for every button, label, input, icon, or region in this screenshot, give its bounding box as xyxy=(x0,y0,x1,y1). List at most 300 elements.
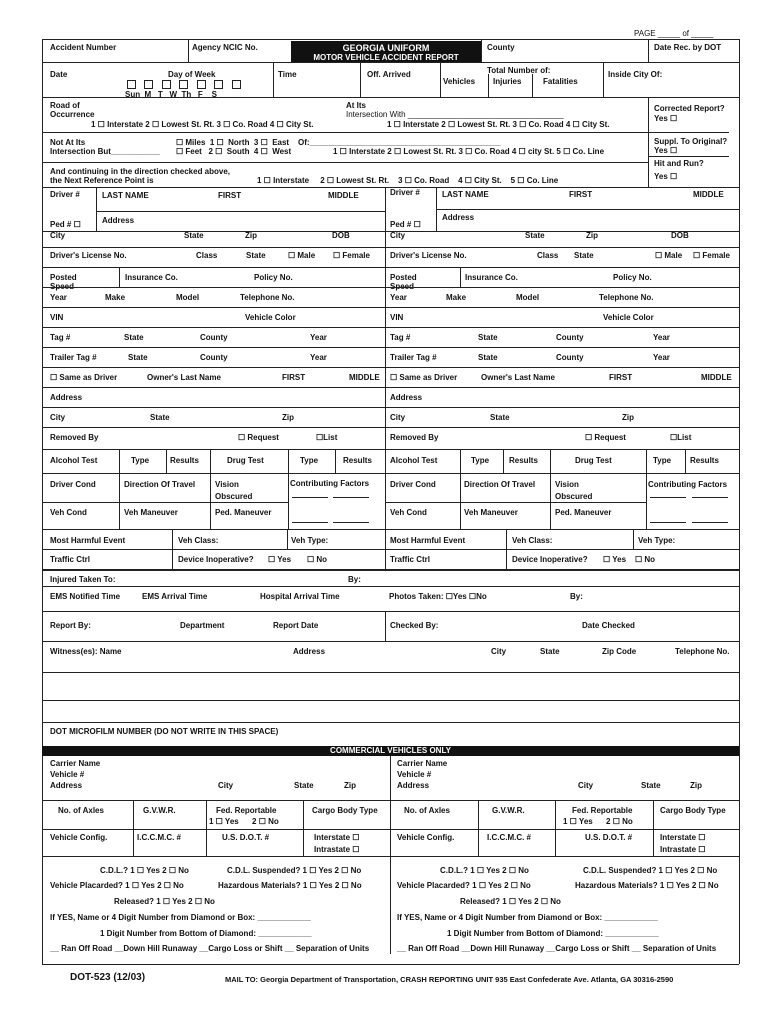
driver1-middle-label: MIDDLE xyxy=(328,191,359,200)
divider xyxy=(119,267,120,287)
vehicles-label: Vehicles xyxy=(443,77,476,86)
date-label: Date xyxy=(50,70,68,79)
driver2-make-label: Make xyxy=(446,293,467,302)
off-arrived-label: Off. Arrived xyxy=(367,70,411,79)
date-rec-label: Date Rec. by DOT xyxy=(654,43,722,52)
driver2-alcohol-test-label: Alcohol Test xyxy=(390,456,438,465)
driver2-driver-cond-label: Driver Cond xyxy=(390,480,436,489)
cv1-fed-reportable-label: Fed. Reportable xyxy=(216,806,277,815)
driver2-obscured-label: Obscured xyxy=(555,492,593,501)
driver1-telephone-label: Telephone No. xyxy=(240,293,295,302)
divider xyxy=(166,449,167,473)
driver2-drug-results-label: Results xyxy=(690,456,719,465)
commercial-header: COMMERCIAL VEHICLES ONLY xyxy=(42,746,739,756)
driver1-tag-year-label: Year xyxy=(310,333,327,342)
ems-arrival-label: EMS Arrival Time xyxy=(142,592,208,601)
driver1-trailer-state-label: State xyxy=(128,353,148,362)
driver1-speed-label: Speed xyxy=(50,282,75,291)
driver1-tag-state-label: State xyxy=(124,333,144,342)
divider xyxy=(385,367,739,368)
driver1-insurance-label: Insurance Co. xyxy=(125,273,178,282)
driver2-veh-maneuver-label: Veh Maneuver xyxy=(464,508,518,517)
road-of-label: Road of xyxy=(50,101,80,110)
divider xyxy=(42,829,739,830)
divider xyxy=(603,62,604,97)
driver2-vin-label: VIN xyxy=(390,313,404,322)
driver2-inoperative-label: Device Inoperative? xyxy=(512,555,588,564)
report-by-label: Report By: xyxy=(50,621,91,630)
driver2-owner-state-label: State xyxy=(490,413,510,422)
driver2-number-label: Driver # xyxy=(390,188,420,197)
contrib-line[interactable] xyxy=(650,522,686,523)
day-of-week-label: Day of Week xyxy=(168,70,216,79)
driver1-veh-class-label: Veh Class: xyxy=(178,536,219,545)
microfilm-label: DOT MICROFILM NUMBER (DO NOT WRITE IN THIS SPACE) xyxy=(50,727,279,736)
cv2-axles-label: No. of Axles xyxy=(404,806,450,815)
center-divider xyxy=(390,756,391,954)
cv1-zip-label: Zip xyxy=(344,781,356,790)
driver2-insurance-label: Insurance Co. xyxy=(465,273,518,282)
divider xyxy=(385,307,739,308)
report-date-label: Report Date xyxy=(273,621,319,630)
driver1-license-label: Driver's License No. xyxy=(50,251,127,260)
divider xyxy=(460,449,461,529)
cv2-gvwr-label: G.V.W.R. xyxy=(492,806,525,815)
continuing-label-2: the Next Reference Point is xyxy=(50,176,154,185)
cv1-cdl-suspended-options[interactable]: C.D.L. Suspended? 1 ☐ Yes 2 ☐ No xyxy=(227,866,362,875)
driver2-license-label: Driver's License No. xyxy=(390,251,467,260)
driver2-trailer-tag-label: Trailer Tag # xyxy=(390,353,437,362)
cv1-state-label: State xyxy=(294,781,314,790)
cv1-fed-reportable-options[interactable]: 1 ☐ Yes 2 ☐ No xyxy=(209,817,279,826)
divider xyxy=(488,74,489,97)
divider xyxy=(206,800,207,856)
not-at-its-label: Not At Its xyxy=(50,138,86,147)
driver1-alcohol-results-label: Results xyxy=(170,456,199,465)
divider xyxy=(648,97,649,188)
cv2-interstate-checkbox[interactable]: Interstate ☐ xyxy=(660,833,706,842)
driver1-owner-city-label: City xyxy=(50,413,66,422)
divider xyxy=(385,407,739,408)
divider xyxy=(360,62,361,97)
center-divider xyxy=(385,187,386,569)
cv2-cdl-suspended-options[interactable]: C.D.L. Suspended? 1 ☐ Yes 2 ☐ No xyxy=(583,866,718,875)
driver1-veh-cond-label: Veh Cond xyxy=(50,508,87,517)
photos-taken-options[interactable]: Photos Taken: ☐Yes ☐No xyxy=(389,592,487,601)
driver2-most-harmful-label: Most Harmful Event xyxy=(390,536,466,545)
driver1-zip-label: Zip xyxy=(245,231,257,240)
cv1-address-label: Address xyxy=(50,781,83,790)
divider xyxy=(42,267,385,268)
driver2-ped-checkbox[interactable]: Ped # ☐ xyxy=(390,220,421,229)
divider xyxy=(385,611,386,641)
driver1-inoperative-no[interactable]: ☐ No xyxy=(307,555,328,564)
divider xyxy=(119,449,120,529)
cv2-hazmat-options[interactable]: Hazardous Materials? 1 ☐ Yes 2 ☐ No xyxy=(575,881,719,890)
driver1-first-label: FIRST xyxy=(218,191,242,200)
driver1-model-label: Model xyxy=(176,293,200,302)
driver2-middle-label: MIDDLE xyxy=(693,190,724,199)
divider xyxy=(335,449,336,473)
driver1-owner-state-label: State xyxy=(150,413,170,422)
divider xyxy=(42,162,648,163)
cv2-one-digit-label[interactable]: 1 Digit Number from Bottom of Diamond: ____________ xyxy=(447,929,659,938)
cv2-zip-label: Zip xyxy=(690,781,702,790)
driver1-most-harmful-label: Most Harmful Event xyxy=(50,536,126,545)
divider xyxy=(210,449,211,529)
driver1-contributing-label: Contributing Factors xyxy=(290,479,370,488)
driver1-inoperative-yes[interactable]: ☐ Yes xyxy=(268,555,292,564)
cv2-state-label: State xyxy=(641,781,661,790)
divider xyxy=(42,327,385,328)
driver2-state-label-2: State xyxy=(574,251,594,260)
contrib-line[interactable] xyxy=(692,522,728,523)
photos-by-label: By: xyxy=(570,592,583,601)
road-type-options[interactable]: 1 ☐ Interstate 2 ☐ Lowest St. Rt. 3 ☐ Co. Road 4 ☐ City St. xyxy=(91,120,314,129)
cv1-cargo-body-label: Cargo Body Type xyxy=(312,806,378,815)
cv1-gvwr-label: G.V.W.R. xyxy=(143,806,176,815)
cv1-iccmc-label: I.C.C.M.C. # xyxy=(137,833,182,842)
cv1-carrier-label: Carrier Name xyxy=(50,759,101,768)
driver1-posted-label: Posted xyxy=(50,273,77,282)
cv2-cargo-body-label: Cargo Body Type xyxy=(660,806,726,815)
driver2-posted-label: Posted xyxy=(390,273,417,282)
cv1-released-options[interactable]: Released? 1 ☐ Yes 2 ☐ No xyxy=(114,897,215,906)
divider xyxy=(385,247,739,248)
corrected-yes-checkbox[interactable]: Yes ☐ xyxy=(654,114,678,123)
driver2-veh-type-label: Veh Type: xyxy=(638,536,676,545)
cv2-cdl-options[interactable]: C.D.L.? 1 ☐ Yes 2 ☐ No xyxy=(440,866,529,875)
driver1-state-label: State xyxy=(184,231,204,240)
inside-city-label: Inside City Of: xyxy=(608,70,663,79)
witness-line[interactable] xyxy=(42,672,739,673)
cv2-city-label: City xyxy=(578,781,594,790)
contrib-line[interactable] xyxy=(333,522,369,523)
driver1-policy-label: Policy No. xyxy=(254,273,293,282)
cv2-vehicle-label: Vehicle # xyxy=(397,770,432,779)
total-number-label: Total Number of: xyxy=(487,66,551,75)
divider xyxy=(42,347,385,348)
divider xyxy=(303,800,304,856)
divider xyxy=(646,449,647,529)
driver2-drug-test-label: Drug Test xyxy=(575,456,612,465)
driver1-state-label-2: State xyxy=(246,251,266,260)
driver2-county-label: County xyxy=(556,333,584,342)
driver1-trailer-year-label: Year xyxy=(310,353,327,362)
fatalities-label: Fatalities xyxy=(543,77,578,86)
divider xyxy=(385,327,739,328)
cv1-hazmat-options[interactable]: Hazardous Materials? 1 ☐ Yes 2 ☐ No xyxy=(218,881,362,890)
divider xyxy=(42,307,385,308)
at-its-label: At Its xyxy=(346,101,366,110)
driver2-request-checkbox[interactable]: ☐ Request xyxy=(585,433,626,442)
divider xyxy=(42,586,739,587)
cv2-intrastate-checkbox[interactable]: Intrastate ☐ xyxy=(660,845,706,854)
driver1-traffic-ctrl-label: Traffic Ctrl xyxy=(50,555,91,564)
divider xyxy=(42,856,739,857)
driver2-address-label: Address xyxy=(442,213,475,222)
cv2-carrier-label: Carrier Name xyxy=(397,759,448,768)
cv1-axles-label: No. of Axles xyxy=(58,806,104,815)
divider xyxy=(481,39,482,62)
divider xyxy=(42,97,739,98)
driver2-speed-label: Speed xyxy=(390,282,415,291)
driver1-vision-label: Vision xyxy=(215,480,239,489)
cv2-usdot-label: U.S. D.O.T. # xyxy=(585,833,633,842)
divider xyxy=(42,722,739,723)
contrib-line[interactable] xyxy=(650,497,686,498)
date-checked-label: Date Checked xyxy=(582,621,635,630)
driver2-owner-first-label: FIRST xyxy=(609,373,633,382)
divider xyxy=(385,267,739,268)
driver2-owner-middle-label: MIDDLE xyxy=(701,373,732,382)
contrib-line[interactable] xyxy=(333,497,369,498)
ems-notified-label: EMS Notified Time xyxy=(50,592,121,601)
driver1-drug-test-label: Drug Test xyxy=(227,456,264,465)
contrib-line[interactable] xyxy=(292,522,328,523)
divider xyxy=(685,449,686,473)
county-label: County xyxy=(487,43,515,52)
continuing-road-type-options[interactable]: 1 ☐ Interstate 2 ☐ Lowest St. Rt. 3 ☐ Co. Road 4 ☐ City St. 5 ☐ Co. Line xyxy=(257,176,559,185)
divider xyxy=(42,287,385,288)
cv2-runaway-options[interactable]: __ Ran Off Road __Down Hill Runaway __Cargo Loss or Shift __ Separation of Units xyxy=(397,944,717,953)
witness-address-label: Address xyxy=(293,647,326,656)
driver1-direction-label: Direction Of Travel xyxy=(124,480,196,489)
driver2-traffic-ctrl-label: Traffic Ctrl xyxy=(390,555,431,564)
cv1-interstate-checkbox[interactable]: Interstate ☐ xyxy=(314,833,360,842)
page-label: PAGE _____ of _____ xyxy=(634,29,714,38)
driver1-city-label: City xyxy=(50,231,66,240)
cv2-vehicle-config-label: Vehicle Config. xyxy=(397,833,455,842)
intersection-with-label: Intersection With ___________________________________ xyxy=(346,110,564,119)
form-border-bottom xyxy=(42,964,739,965)
driver1-trailer-tag-label: Trailer Tag # xyxy=(50,353,97,362)
cv1-intrastate-checkbox[interactable]: Intrastate ☐ xyxy=(314,845,360,854)
divider xyxy=(648,156,729,157)
driver1-owner-zip-label: Zip xyxy=(282,413,294,422)
driver2-policy-label: Policy No. xyxy=(613,273,652,282)
divider xyxy=(42,549,385,550)
suppl-yes-checkbox[interactable]: Yes ☐ xyxy=(654,146,678,155)
divider xyxy=(42,473,385,474)
driver2-male-checkbox[interactable]: ☐ Male xyxy=(655,251,683,260)
cv2-fed-reportable-options[interactable]: 1 ☐ Yes 2 ☐ No xyxy=(563,817,633,826)
checked-by-label: Checked By: xyxy=(390,621,439,630)
driver2-owner-zip-label: Zip xyxy=(622,413,634,422)
driver1-male-checkbox[interactable]: ☐ Male xyxy=(288,251,316,260)
divider xyxy=(436,209,739,210)
driver1-owner-address-label: Address xyxy=(50,393,83,402)
driver2-city-label: City xyxy=(390,231,406,240)
divider xyxy=(42,611,739,612)
driver1-veh-type-label: Veh Type: xyxy=(291,536,329,545)
driver1-same-as-driver-checkbox[interactable]: ☐ Same as Driver xyxy=(50,373,118,382)
occurrence-label: Occurrence xyxy=(50,110,95,119)
divider xyxy=(385,427,739,428)
driver1-female-checkbox[interactable]: ☐ Female xyxy=(333,251,370,260)
driver1-drug-results-label: Results xyxy=(343,456,372,465)
cv1-one-digit-label[interactable]: 1 Digit Number from Bottom of Diamond: ____________ xyxy=(100,929,312,938)
driver1-dob-label: DOB xyxy=(332,231,350,240)
driver2-state-label: State xyxy=(525,231,545,240)
divider xyxy=(385,347,739,348)
driver2-model-label: Model xyxy=(516,293,540,302)
divider xyxy=(133,800,134,856)
divider xyxy=(633,529,634,549)
driver1-vehicle-color-label: Vehicle Color xyxy=(245,313,296,322)
suppl-original-label: Suppl. To Original? xyxy=(654,137,728,146)
agency-ncic-label: Agency NCIC No. xyxy=(192,43,258,52)
department-label: Department xyxy=(180,621,225,630)
driver2-trailer-year-label: Year xyxy=(653,353,670,362)
driver2-female-checkbox[interactable]: ☐ Female xyxy=(693,251,730,260)
cv2-iccmc-label: I.C.C.M.C. # xyxy=(487,833,532,842)
divider xyxy=(385,473,739,474)
cv1-city-label: City xyxy=(218,781,234,790)
driver1-address-label: Address xyxy=(102,216,135,225)
driver2-dob-label: DOB xyxy=(671,231,689,240)
driver2-removed-by-label: Removed By xyxy=(390,433,439,442)
divider xyxy=(42,569,739,571)
divider xyxy=(648,132,729,133)
witness-telephone-label: Telephone No. xyxy=(675,647,730,656)
driver2-tag-year-label: Year xyxy=(653,333,670,342)
driver1-vin-label: VIN xyxy=(50,313,64,322)
cv1-cdl-options[interactable]: C.D.L.? 1 ☐ Yes 2 ☐ No xyxy=(100,866,189,875)
driver2-contributing-label: Contributing Factors xyxy=(648,480,728,489)
driver2-zip-label: Zip xyxy=(586,231,598,240)
driver1-last-name-label: LAST NAME xyxy=(102,191,149,200)
divider xyxy=(188,39,189,62)
driver1-tag-label: Tag # xyxy=(50,333,71,342)
divider xyxy=(42,387,385,388)
driver2-alcohol-type-label: Type xyxy=(471,456,490,465)
cv1-runaway-options[interactable]: __ Ran Off Road __Down Hill Runaway __Cargo Loss or Shift __ Separation of Units xyxy=(50,944,370,953)
divider xyxy=(460,267,461,287)
driver2-veh-class-label: Veh Class: xyxy=(512,536,553,545)
intersection-road-type-options[interactable]: 1 ☐ Interstate 2 ☐ Lowest St. Rt. 3 ☐ Co. Road 4 ☐ City St. xyxy=(387,120,610,129)
driver2-veh-cond-label: Veh Cond xyxy=(390,508,427,517)
divider xyxy=(42,367,385,368)
witness-state-label: State xyxy=(540,647,560,656)
divider xyxy=(385,549,739,550)
divider xyxy=(42,407,385,408)
title-line2: MOTOR VEHICLE ACCIDENT REPORT xyxy=(313,53,459,62)
driver1-ped-maneuver-label: Ped. Maneuver xyxy=(215,508,272,517)
accident-number-label: Accident Number xyxy=(50,43,117,52)
driver2-tag-label: Tag # xyxy=(390,333,411,342)
divider xyxy=(42,449,385,450)
driver2-year-label: Year xyxy=(390,293,407,302)
witness-city-label: City xyxy=(491,647,507,656)
divider xyxy=(273,62,274,97)
driver1-alcohol-test-label: Alcohol Test xyxy=(50,456,98,465)
hit-run-label: Hit and Run? xyxy=(654,159,704,168)
divider xyxy=(532,74,533,97)
form-number: DOT-523 (12/03) xyxy=(70,972,146,983)
divider xyxy=(385,529,739,530)
cv2-released-options[interactable]: Released? 1 ☐ Yes 2 ☐ No xyxy=(460,897,561,906)
hit-run-yes-checkbox[interactable]: Yes ☐ xyxy=(654,172,678,181)
cv2-placarded-options[interactable]: Vehicle Placarded? 1 ☐ Yes 2 ☐ No xyxy=(397,881,531,890)
injuries-label: Injuries xyxy=(493,77,522,86)
cv1-placarded-options[interactable]: Vehicle Placarded? 1 ☐ Yes 2 ☐ No xyxy=(50,881,184,890)
driver2-inoperative-no[interactable]: ☐ No xyxy=(635,555,656,564)
driver2-trailer-state-label: State xyxy=(478,353,498,362)
corrected-report-label: Corrected Report? xyxy=(654,104,725,113)
driver2-owner-city-label: City xyxy=(390,413,406,422)
driver1-obscured-label: Obscured xyxy=(215,492,253,501)
witness-line[interactable] xyxy=(42,700,739,701)
of-road-type-options[interactable]: 1 ☐ Interstate 2 ☐ Lowest St. Rt. 3 ☐ Co. Road 4 ☐ city St. 5 ☐ Co. Line xyxy=(333,147,605,156)
divider xyxy=(653,800,654,856)
driver2-first-label: FIRST xyxy=(569,190,593,199)
form-title xyxy=(291,41,481,63)
intersection-but-label[interactable]: Intersection But___________ xyxy=(50,147,160,156)
divider xyxy=(42,800,739,801)
form-border-top xyxy=(42,39,739,40)
driver2-ped-maneuver-label: Ped. Maneuver xyxy=(555,508,612,517)
divider xyxy=(42,247,385,248)
divider xyxy=(42,529,385,530)
driver2-tag-state-label: State xyxy=(478,333,498,342)
divider xyxy=(96,187,97,231)
divider xyxy=(42,132,648,133)
miles-direction-options[interactable]: ☐ Miles 1 ☐ North 3 ☐ East Of:___________________________________________ xyxy=(176,138,501,147)
divider xyxy=(42,62,739,63)
divider xyxy=(385,502,646,503)
divider xyxy=(478,800,479,856)
driver2-same-as-driver-checkbox[interactable]: ☐ Same as Driver xyxy=(390,373,458,382)
contrib-line[interactable] xyxy=(292,497,328,498)
driver1-request-checkbox[interactable]: ☐ Request xyxy=(238,433,279,442)
form-border-right xyxy=(739,39,740,964)
driver1-list-checkbox[interactable]: ☐List xyxy=(316,433,338,442)
day-checkboxes[interactable] xyxy=(126,80,242,90)
divider xyxy=(550,449,551,529)
driver1-removed-by-label: Removed By xyxy=(50,433,99,442)
driver2-inoperative-yes[interactable]: ☐ Yes xyxy=(603,555,627,564)
driver2-list-checkbox[interactable]: ☐List xyxy=(670,433,692,442)
divider xyxy=(503,449,504,473)
hospital-arrival-label: Hospital Arrival Time xyxy=(260,592,340,601)
cv2-if-yes-label[interactable]: If YES, Name or 4 Digit Number from Diamond or Box: ____________ xyxy=(397,913,658,922)
driver1-owner-middle-label: MIDDLE xyxy=(349,373,380,382)
divider xyxy=(648,39,649,62)
driver1-ped-checkbox[interactable]: Ped # ☐ xyxy=(50,220,81,229)
title-line1: GEORGIA UNIFORM xyxy=(342,43,430,53)
driver2-telephone-label: Telephone No. xyxy=(599,293,654,302)
divider xyxy=(96,211,385,212)
injured-by-label: By: xyxy=(348,575,361,584)
divider xyxy=(287,529,288,549)
feet-direction-options[interactable]: ☐ Feet 2 ☐ South 4 ☐ West xyxy=(176,147,292,156)
driver1-owners-last-label: Owner's Last Name xyxy=(147,373,221,382)
cv2-fed-reportable-label: Fed. Reportable xyxy=(572,806,633,815)
cv1-vehicle-config-label: Vehicle Config. xyxy=(50,833,108,842)
continuing-label-1: And continuing in the direction checked above, xyxy=(50,167,231,176)
cv1-if-yes-label[interactable]: If YES, Name or 4 Digit Number from Diamond or Box: ____________ xyxy=(50,913,311,922)
divider xyxy=(440,62,441,97)
driver2-direction-label: Direction Of Travel xyxy=(464,480,536,489)
driver1-driver-cond-label: Driver Cond xyxy=(50,480,96,489)
driver2-class-label: Class xyxy=(537,251,559,260)
divider xyxy=(42,641,739,642)
driver1-number-label: Driver # xyxy=(50,190,80,199)
contrib-line[interactable] xyxy=(692,497,728,498)
driver1-alcohol-type-label: Type xyxy=(131,456,150,465)
driver2-owners-last-label: Owner's Last Name xyxy=(481,373,555,382)
